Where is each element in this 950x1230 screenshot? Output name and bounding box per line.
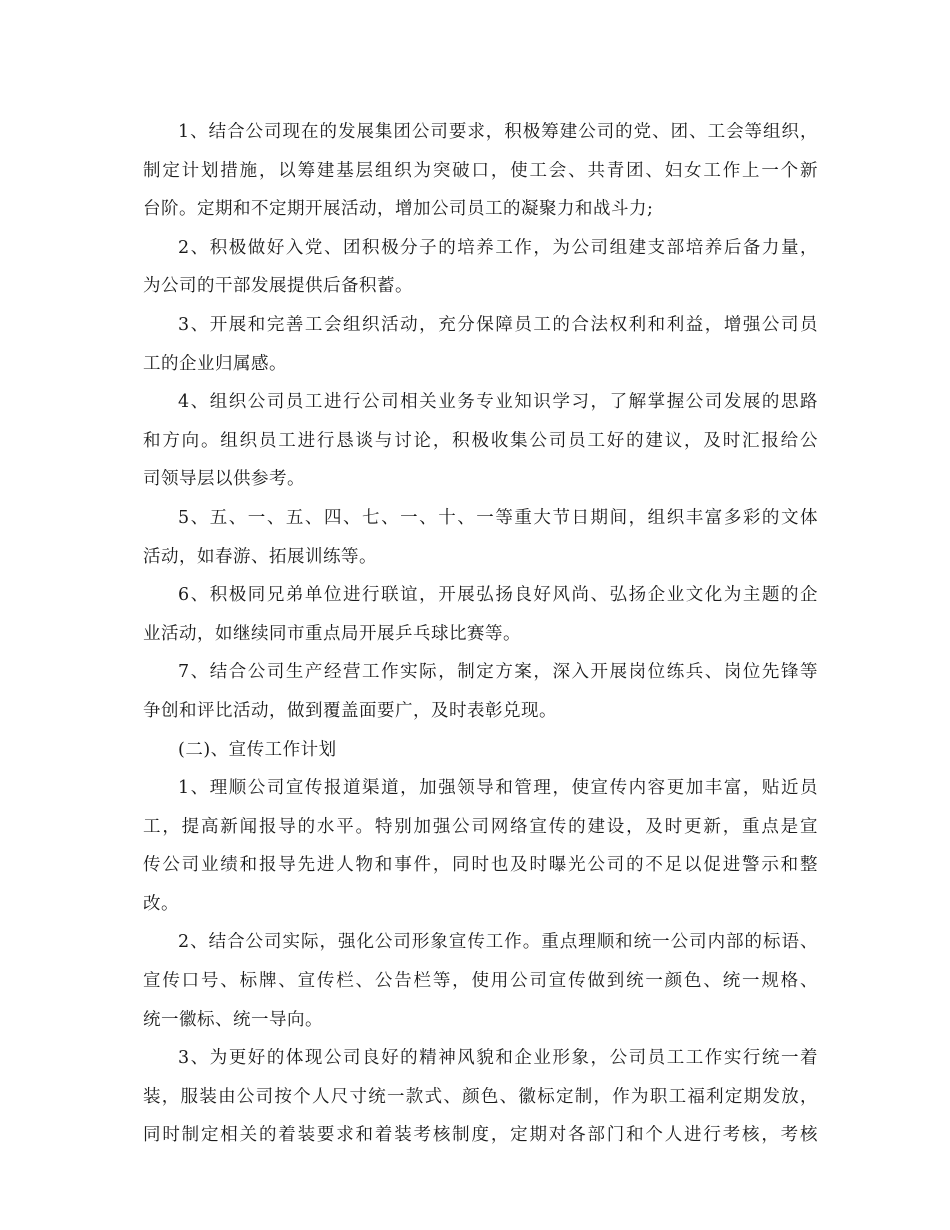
text-line: 活动，如春游、拓展训练等。 [143,546,377,567]
text-line: 司领导层以供参考。 [143,469,305,490]
text-line: 装，服装由公司按个人尺寸统一款式、颜色、徽标定制，作为职工福利定期发放， [143,1086,818,1107]
text-line: 工，提高新闻报导的水平。特别加强公司网络宣传的建设，及时更新，重点是宣 [143,816,818,837]
text-line: 同时制定相关的着装要求和着装考核制度，定期对各部门和个人进行考核，考核 [143,1125,818,1146]
text-line: 改。 [143,893,179,914]
text-line: 台阶。定期和不定期开展活动，增加公司员工的凝聚力和战斗力; [143,199,654,220]
text-line: 争创和评比活动，做到覆盖面要广，及时表彰兑现。 [143,700,557,721]
text-line: 工的企业归属感。 [143,353,287,374]
text-line: 和方向。组织员工进行恳谈与讨论，积极收集公司员工好的建议，及时汇报给公 [143,430,818,451]
text-line: 制定计划措施，以筹建基层组织为突破口，使工会、共青团、妇女工作上一个新 [143,160,818,181]
text-line: 4、组织公司员工进行公司相关业务专业知识学习，了解掌握公司发展的思路 [178,392,818,413]
text-line: 宣传口号、标牌、宣传栏、公告栏等，使用公司宣传做到统一颜色、统一规格、 [143,971,818,992]
text-line: 1、理顺公司宣传报道渠道，加强领导和管理，使宣传内容更加丰富，贴近员 [178,778,818,799]
text-line: 传公司业绩和报导先进人物和事件，同时也及时曝光公司的不足以促进警示和整 [143,855,818,876]
text-line: 7、结合公司生产经营工作实际，制定方案，深入开展岗位练兵、岗位先锋等 [178,662,818,683]
text-line: 6、积极同兄弟单位进行联谊，开展弘扬良好风尚、弘扬企业文化为主题的企 [178,585,818,606]
text-line: 2、结合公司实际，强化公司形象宣传工作。重点理顺和统一公司内部的标语、 [178,932,818,953]
text-line: 3、开展和完善工会组织活动，充分保障员工的合法权利和利益，增强公司员 [178,314,818,335]
text-line: 统一徽标、统一导向。 [143,1009,323,1030]
text-line: 2、积极做好入党、团积极分子的培养工作，为公司组建支部培养后备力量， [178,237,818,258]
text-line: 为公司的干部发展提供后备积蓄。 [143,276,413,297]
text-line: 5、五、一、五、四、七、一、十、一等重大节日期间，组织丰富多彩的文体 [178,507,818,528]
text-line: 3、为更好的体现公司良好的精神风貌和企业形象，公司员工工作实行统一着 [178,1048,818,1069]
document-body [143,113,818,1155]
text-line: (二)、宣传工作计划 [178,739,337,760]
text-line: 1、结合公司现在的发展集团公司要求，积极筹建公司的党、团、工会等组织， [178,122,818,142]
text-line: 业活动，如继续同市重点局开展乒乓球比赛等。 [143,623,521,644]
